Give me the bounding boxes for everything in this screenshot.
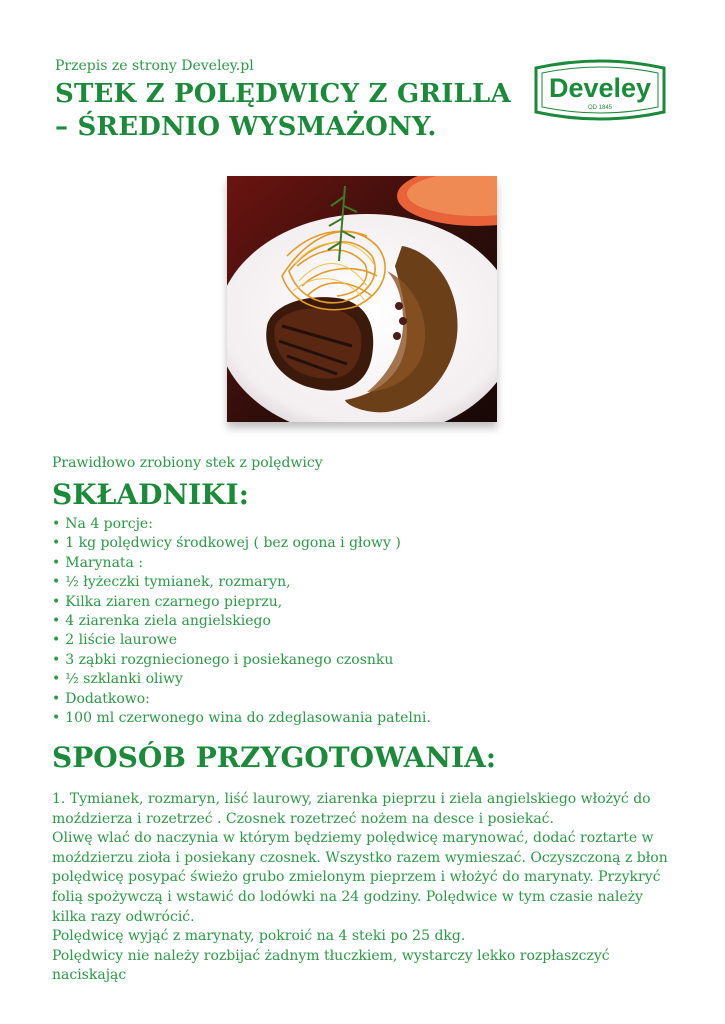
logo-wordmark: Develey bbox=[548, 73, 652, 103]
preparation-paragraph: Polędwicę wyjąć z marynaty, pokroić na 4 steki po 25 dkg. bbox=[52, 928, 466, 945]
list-item: • ½ szklanki oliwy bbox=[52, 670, 431, 689]
recipe-title: STEK Z POLĘDWICY Z GRILLA – ŚREDNIO WYSMAŻONY. bbox=[55, 79, 511, 142]
logo-subtitle: OD 1845 bbox=[587, 105, 613, 111]
ingredients-heading: SKŁADNIKI: bbox=[52, 478, 249, 511]
list-item: • 3 ząbki rozgniecionego i posiekanego czosnku bbox=[52, 651, 431, 670]
preparation-heading: SPOSÓB PRZYGOTOWANIA: bbox=[52, 741, 497, 774]
steak-photo bbox=[227, 176, 497, 422]
list-item: • Dodatkowo: bbox=[52, 690, 431, 709]
list-item: • 100 ml czerwonego wina do zdeglasowania patelni. bbox=[52, 709, 431, 728]
list-item: • ½ łyżeczki tymianek, rozmaryn, bbox=[52, 573, 431, 592]
list-item: • Marynata : bbox=[52, 554, 431, 573]
list-item: • 1 kg polędwicy środkowej ( bez ogona i głowy ) bbox=[52, 534, 431, 553]
source-line: Przepis ze strony Develey.pl bbox=[55, 58, 254, 74]
preparation-text bbox=[52, 790, 672, 986]
preparation-paragraph: Polędwicy nie należy rozbijać żadnym tłuczkiem, wystarczy lekko rozpłaszczyć naciskając bbox=[52, 947, 610, 984]
list-item: • Kilka ziaren czarnego pieprzu, bbox=[52, 593, 431, 612]
ingredients-list bbox=[52, 515, 431, 728]
list-item: • 2 liście laurowe bbox=[52, 631, 431, 650]
preparation-paragraph: Oliwę wlać do naczynia w którym będziemy polędwicę marynować, dodać roztarte w moździerzu zioła i posiekany czosnek. Wszystko razem wymieszać. Oczyszczoną z błon polędwicę posypać świeżo grubo zmielonym pieprzem i włożyć do marynaty. Przykryć folią spożywczą i wstawić do lodówki na 24 godziny. Polędwice w tym czasie należy kilka razy odwrócić. bbox=[52, 830, 668, 925]
list-item: • Na 4 porcje: bbox=[52, 515, 431, 534]
develey-logo bbox=[530, 58, 670, 124]
preparation-paragraph: 1. Tymianek, rozmaryn, liść laurowy, ziarenka pieprzu i ziela angielskiego włożyć do moździerza i rozetrzeć . Czosnek rozetrzeć nożem na desce i posiekać. bbox=[52, 791, 651, 827]
photo-caption: Prawidłowo zrobiony stek z polędwicy bbox=[52, 455, 323, 471]
list-item: • 4 ziarenka ziela angielskiego bbox=[52, 612, 431, 631]
